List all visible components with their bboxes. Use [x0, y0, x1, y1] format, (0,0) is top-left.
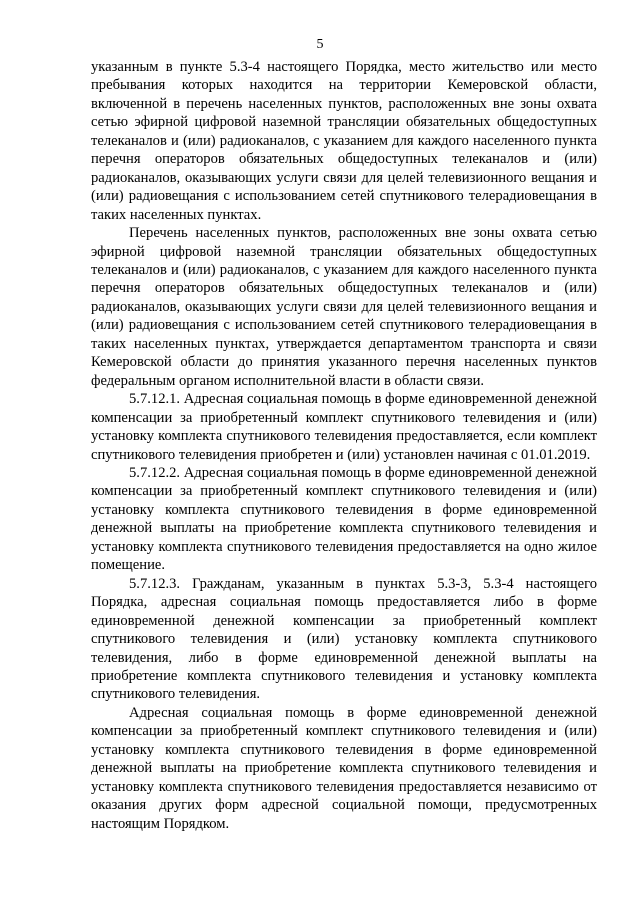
paragraph-continuation: указанным в пункте 5.3-4 настоящего Порядка, место жительство или место пребывания которых находится на территории Кемеровской области, включенной в перечень населенных пунктов, расположенных вне зоны охвата сетью эфирной цифровой наземной трансляции обязательных общедоступных телеканалов и (или) радиоканалов, с указанием для каждого населенного пункта перечня операторов обязательных общедоступных телеканалов и (или) радиоканалов, оказывающих услуги связи для целей телевизионного вещания и (или) радиовещания с использованием сетей спутникового телерадиовещания в таких населенных пунктах.: [91, 59, 597, 223]
page-number: 5: [316, 37, 324, 52]
document-body: [91, 58, 597, 833]
paragraph-independent-assistance: Адресная социальная помощь в форме единовременной денежной компенсации за приобретенный комплект спутникового телевидения и (или) установку комплекта спутникового телевидения в форме единовременной денежной выплаты на приобретение комплекта спутникового телевидения и установку комплекта спутникового телевидения предоставляется независимо от оказания других форм адресной социальной помощи, предусмотренных настоящим Порядком.: [91, 704, 597, 832]
paragraph-5-7-12-3: 5.7.12.3. Гражданам, указанным в пунктах 5.3-3, 5.3-4 настоящего Порядка, адресная социальная помощь предоставляется либо в форме единовременной денежной компенсации за приобретенный комплект спутникового телевидения и (или) установку комплекта спутникового телевидения, либо в форме единовременной денежной выплаты на приобретение комплекта спутникового телевидения и установку комплекта спутникового телевидения.: [91, 575, 597, 703]
paragraph-5-7-12-1: 5.7.12.1. Адресная социальная помощь в форме единовременной денежной компенсации за приобретенный комплект спутникового телевидения и (или) установку комплекта спутникового телевидения предоставляется, если комплект спутникового телевидения приобретен и (или) установлен начиная с 01.01.2019.: [91, 391, 597, 463]
paragraph-settlements-list: Перечень населенных пунктов, расположенных вне зоны охвата сетью эфирной цифровой наземной трансляции обязательных общедоступных телеканалов и (или) радиоканалов, с указанием для каждого населенного пункта перечня операторов обязательных общедоступных телеканалов и (или) радиоканалов, оказывающих услуги связи для целей телевизионного вещания и (или) радиовещания с использованием сетей спутникового телерадиовещания в таких населенных пунктах, утверждается департаментом транспорта и связи Кемеровской области до принятия указанного перечня населенных пунктов федеральным органом исполнительной власти в области связи.: [91, 225, 597, 389]
paragraph-5-7-12-2: 5.7.12.2. Адресная социальная помощь в форме единовременной денежной компенсации за приобретенный комплект спутникового телевидения и (или) установку комплекта спутникового телевидения в форме единовременной денежной выплаты на приобретение комплекта спутникового телевидения и установку комплекта спутникового телевидения предоставляется на одно жилое помещение.: [91, 464, 597, 574]
